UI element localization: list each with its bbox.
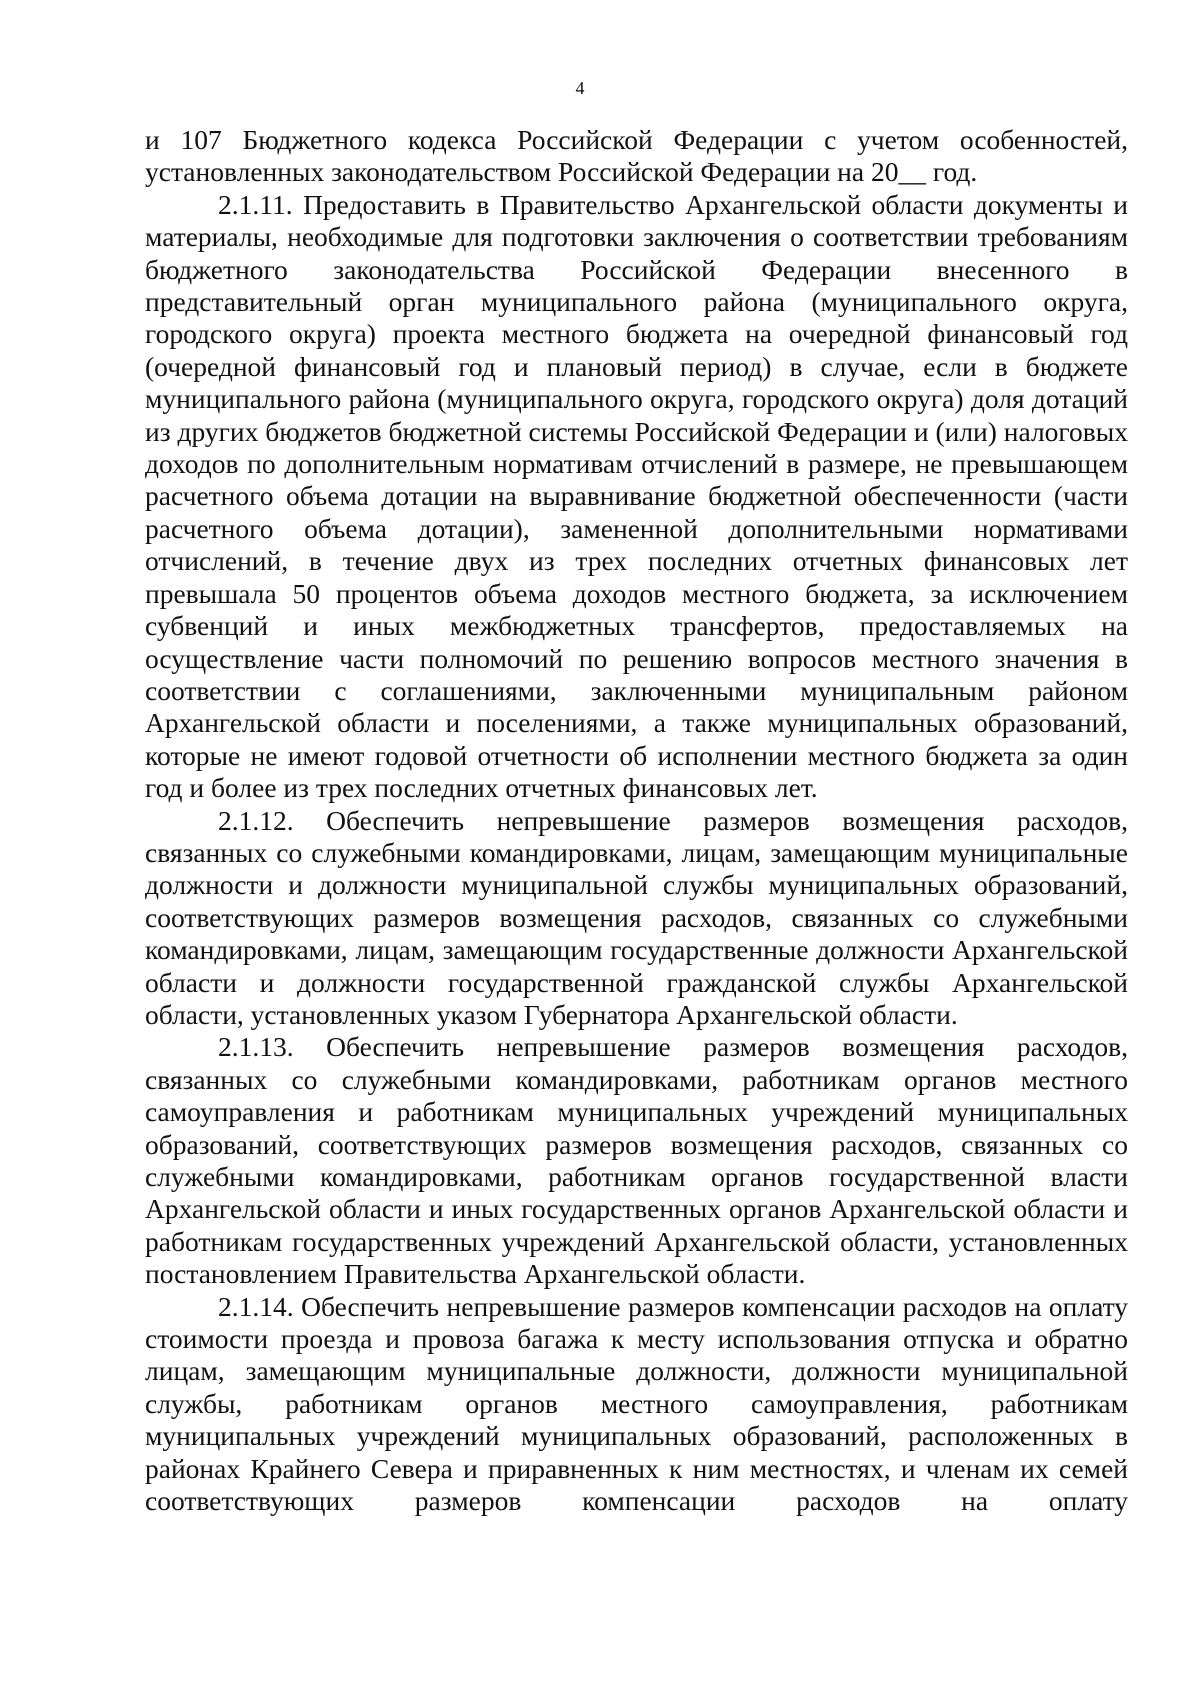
page-number: 4 [575,78,585,98]
paragraph-2-1-11: 2.1.11. Предоставить в Правительство Архангельской области документы и материалы, необходимые для подготовки заключения о соответствии требованиям бюджетного законодательства Российской Федерации внесенного в представительный орган муниципального района (муниципального округа, городского округа) проекта местного бюджета на очередной финансовый год (очередной финансовый год и плановый период) в случае, если в бюджете муниципального района (муниципального округа, городского округа) доля дотаций из других бюджетов бюджетной системы Российской Федерации и (или) налоговых доходов по дополнительным нормативам отчислений в размере, не превышающем расчетного объема дотации на выравнивание бюджетной обеспеченности (части расчетного объема дотации), замененной дополнительными нормативами отчислений, в течение двух из трех последних отчетных финансовых лет превышала 50 процентов объема доходов местного бюджета, за исключением субвенций и иных межбюджетных трансфертов, предоставляемых на осуществление части полномочий по решению вопросов местного значения в соответствии с соглашениями, заключенными муниципальным районом Архангельской области и поселениями, а также муниципальных образований, которые не имеют годовой отчетности об исполнении местного бюджета за один год и более из трех последних отчетных финансовых лет. [145,188,1128,804]
paragraph-2-1-12: 2.1.12. Обеспечить непревышение размеров возмещения расходов, связанных со служебными командировками, лицам, замещающим муниципальные должности и должности муниципальной службы муниципальных образований, соответствующих размеров возмещения расходов, связанных со служебными командировками, лицам, замещающим государственные должности Архангельской области и должности государственной гражданской службы Архангельской области, установленных указом Губернатора Архангельской области. [145,804,1128,1030]
document-body [145,124,1128,1517]
paragraph-2-1-14: 2.1.14. Обеспечить непревышение размеров компенсации расходов на оплату стоимости проезда и провоза багажа к месту использования отпуска и обратно лицам, замещающим муниципальные должности, должности муниципальной службы, работникам органов местного самоуправления, работникам муниципальных учреждений муниципальных образований, расположенных в районах Крайнего Севера и приравненных к ним местностях, и членам их семей соответствующих размеров компенсации расходов на оплату [145,1290,1128,1517]
paragraph-continuation: и 107 Бюджетного кодекса Российской Федерации с учетом особенностей, установленных законодательством Российской Федерации на 20__ год. [145,124,1128,188]
paragraph-2-1-13: 2.1.13. Обеспечить непревышение размеров возмещения расходов, связанных со служебными командировками, работникам органов местного самоуправления и работникам муниципальных учреждений муниципальных образований, соответствующих размеров возмещения расходов, связанных со служебными командировками, работникам органов государственной власти Архангельской области и иных государственных органов Архангельской области и работникам государственных учреждений Архангельской области, установленных постановлением Правительства Архангельской области. [145,1031,1128,1290]
